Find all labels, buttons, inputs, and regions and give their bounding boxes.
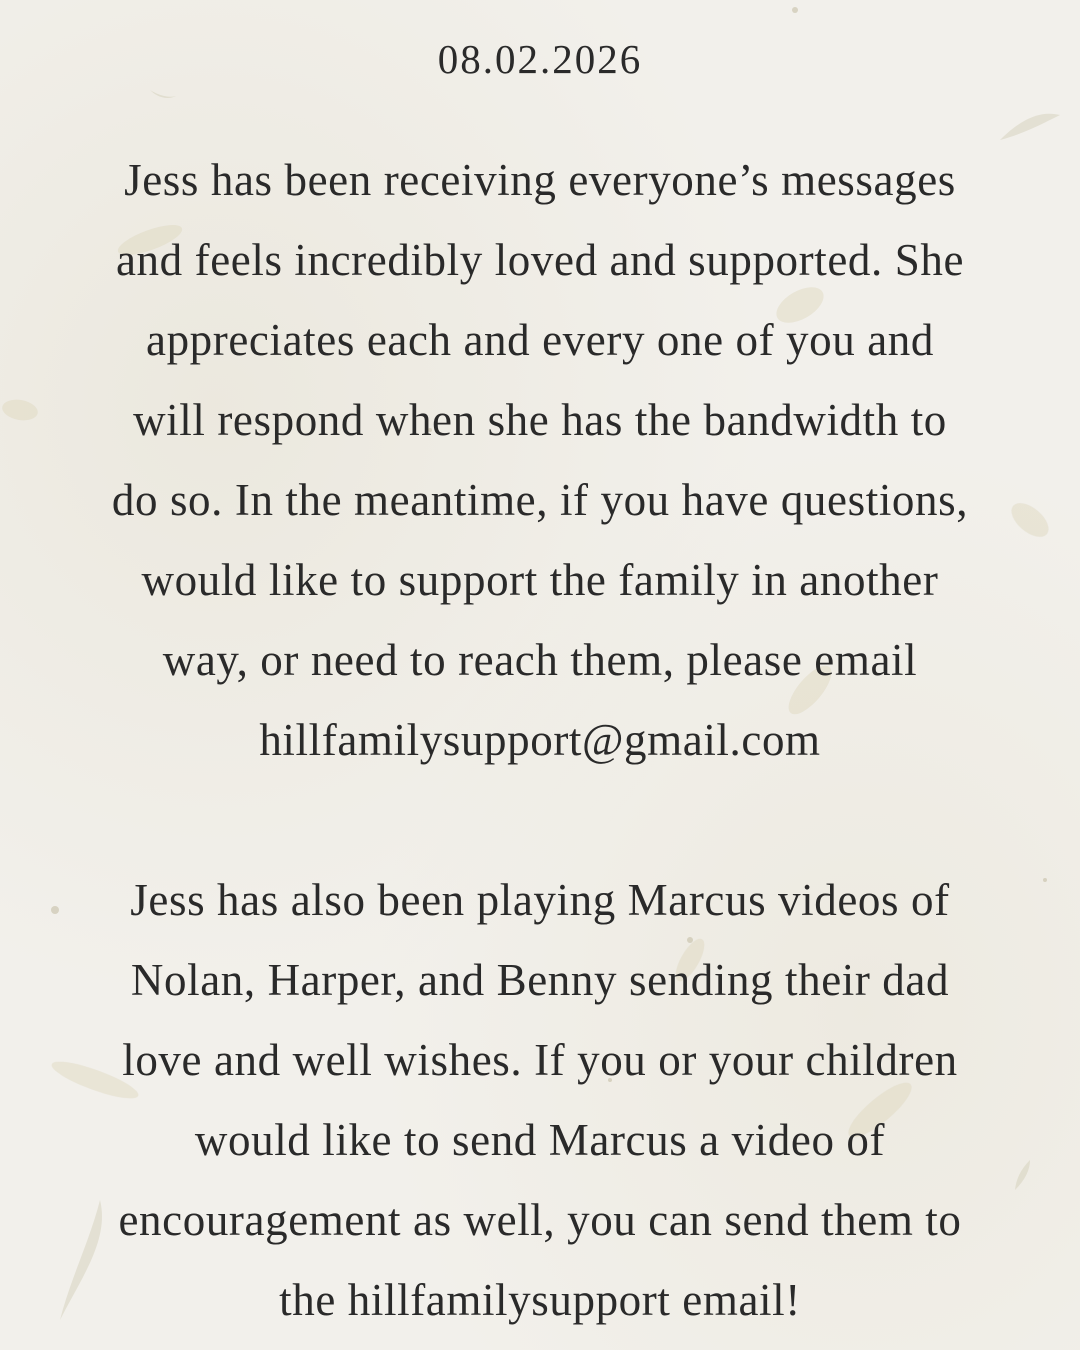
paragraph-line: and feels incredibly loved and supported. She (115, 235, 965, 285)
paragraph-line: would like to support the family in another (141, 555, 939, 605)
paragraph-line: will respond when she has the bandwidth to (133, 395, 947, 445)
paragraph-line: the hillfamilysupport email! (279, 1275, 801, 1325)
paragraph-videos (30, 860, 1050, 1340)
paragraph-line: Jess has also been playing Marcus videos of (130, 875, 950, 925)
paragraph-line: love and well wishes. If you or your children (122, 1035, 958, 1085)
paragraph-line: would like to send Marcus a video of (194, 1115, 886, 1165)
date-heading: 08.02.2026 (437, 36, 643, 82)
paragraph-messages (30, 140, 1050, 780)
paragraph-line: Jess has been receiving everyone’s messages (124, 155, 956, 205)
email-address: hillfamilysupport@gmail.com (259, 715, 821, 765)
paragraph-line: way, or need to reach them, please email (162, 635, 918, 685)
paragraph-line: do so. In the meantime, if you have questions, (111, 475, 969, 525)
paragraph-line: encouragement as well, you can send them to (118, 1195, 962, 1245)
paragraph-line: Nolan, Harper, and Benny sending their dad (130, 955, 950, 1005)
paragraph-line: appreciates each and every one of you and (146, 315, 934, 365)
